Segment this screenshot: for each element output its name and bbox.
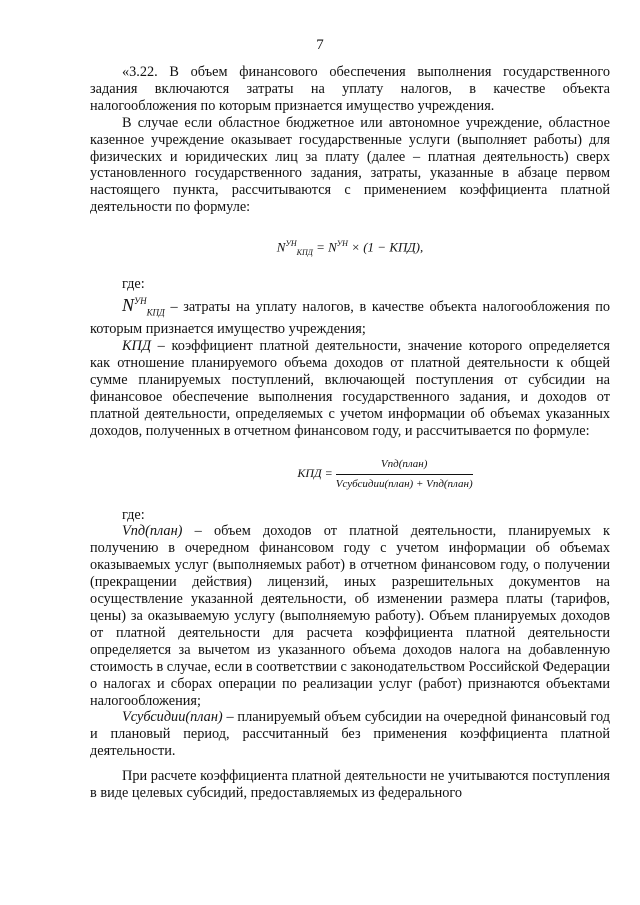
definition-kpd: [90, 338, 610, 439]
where-label-2: где:: [122, 506, 145, 523]
definition-kpd-text: – коэффициент платной деятельности, значение которого определяется как отношение планируемого объема доходов от платной деятельности к общей сумме планируемых поступлений, включающей поступления от субсидии на финансовое обеспечение выполнения государственного задания, и доходов от платной деятельности, определяемых с учетом информации об объемах указанных доходов, полученных в отчетном финансовом году, и рассчитывается по формуле:: [90, 338, 610, 439]
formula-kpd-numerator: Vпд(план): [336, 456, 473, 475]
formula-kpd-lhs: КПД =: [297, 465, 333, 480]
definition-vpd-text: – объем доходов от платной деятельности, планируемых к получению в очередном финансовом году с учетом информации об объемах оказываемых услуг (выполняемых работ) в отчетном финансовом году, о получении (прекращении действия) лицензий, иных разрешительных документов на осуществление указанной деятельности, об изменении размера платы (тарифов, цены) за оказываемую услугу (выполняемую работу). Объем планируемых доходов от платной деятельности для расчета коэффициента платной деятельности определяется за вычетом из указанного объема доходов налога на добавленную стоимость в случае, если в соответствии с законодательством Российской Федерации о налогах и сборах операции по реализации услуг (работ) признаются объектами налогообложения;: [90, 523, 610, 709]
formula-tax-costs: [90, 236, 610, 262]
definition-vpd: [90, 523, 610, 709]
definition-n-symbol: $N^{УН}_{КПД}$: [122, 294, 165, 318]
definition-kpd-symbol: КПД: [122, 338, 151, 355]
formula-tail: × (1 − КПД),: [347, 239, 424, 255]
formula-kpd-denominator: Vсубсидии(план) + Vпд(план): [335, 477, 473, 490]
definition-vsubsidy: [90, 709, 610, 760]
where-label-1: где:: [122, 275, 145, 292]
definition-vsubsidy-text: – планируемый объем субсидии на очередной финансовый год и плановый период, рассчитанный без применения коэффициента платной деятельности.: [90, 709, 610, 760]
formula-kpd: [160, 456, 610, 493]
formula-kpd-fraction: [336, 456, 473, 493]
paragraph-target-subsidies: При расчете коэффициента платной деятельности не учитываются поступления в виде целевых субсидий, предоставляемых из федерального: [90, 768, 610, 802]
formula-rhs-sup: УН: [336, 239, 348, 249]
formula-n-symbol: N: [276, 239, 286, 255]
definition-tax-costs: [90, 293, 610, 338]
formula-rhs: = N: [316, 239, 337, 255]
document-body: [90, 64, 610, 802]
definition-vpd-symbol: Vпд(план): [122, 523, 183, 540]
formula-n-sup: УН: [285, 239, 297, 249]
paragraph-3-22: «3.22. В объем финансового обеспечения выполнения государственного задания включаются затраты на уплату налогов, в качестве объекта налогообложения по которым признается имущество учреждения.: [90, 64, 610, 114]
formula-n-sub: КПД: [296, 248, 313, 258]
definition-n-text: – затраты на уплату налогов, в качестве объекта налогообложения по которым признается имущество учреждения;: [90, 298, 610, 338]
paragraph-paid-activity: В случае если областное бюджетное или автономное учреждение, областное казенное учреждение оказывает государственные услуги (выполняет работы) для физических и юридических лиц за плату (далее – платная деятельность) сверх установленного государственного задания, затраты, указанные в абзаце первом настоящего пункта, рассчитываются с применением коэффициента платной деятельности по формуле:: [90, 114, 610, 216]
page-number: 7: [316, 37, 324, 53]
definition-vsubsidy-symbol: Vсубсидии(план): [122, 709, 223, 726]
